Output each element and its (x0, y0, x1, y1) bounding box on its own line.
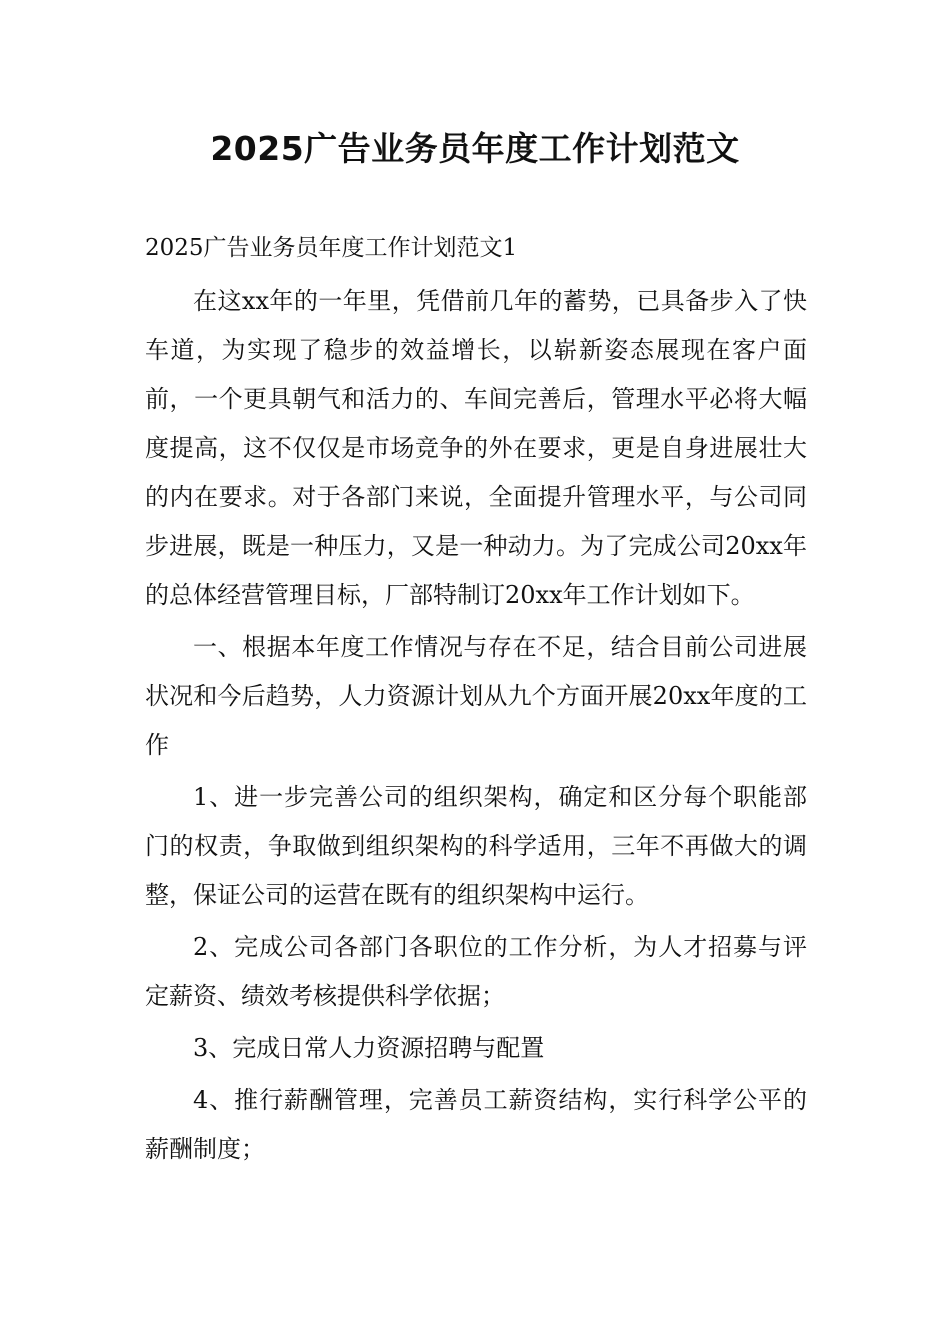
document-subtitle: 2025广告业务员年度工作计划范文1 (145, 235, 518, 261)
document-body (145, 277, 807, 1177)
paragraph-item-3: 3、完成日常人力资源招聘与配置 (193, 1034, 545, 1062)
paragraph-section-one: 一、根据本年度工作情况与存在不足，结合目前公司进展状况和今后趋势，人力资源计划从九个方面开展20xx年度的工作 (145, 633, 807, 759)
document-title: 2025广告业务员年度工作计划范文 (210, 129, 740, 168)
paragraph-item-1: 1、进一步完善公司的组织架构，确定和区分每个职能部门的权责，争取做到组织架构的科学适用，三年不再做大的调整，保证公司的运营在既有的组织架构中运行。 (145, 783, 807, 909)
paragraph-intro: 在这xx年的一年里，凭借前几年的蓄势，已具备步入了快车道，为实现了稳步的效益增长，以崭新姿态展现在客户面前，一个更具朝气和活力的、车间完善后，管理水平必将大幅度提高，这不仅仅是市场竞争的外在要求，更是自身进展壮大的内在要求。对于各部门来说，全面提升管理水平，与公司同步进展，既是一种压力，又是一种动力。为了完成公司20xx年的总体经营管理目标，厂部特制订20xx年工作计划如下。 (145, 287, 807, 609)
paragraph-item-2: 2、完成公司各部门各职位的工作分析，为人才招募与评定薪资、绩效考核提供科学依据； (145, 933, 807, 1010)
paragraph-item-4: 4、推行薪酬管理，完善员工薪资结构，实行科学公平的薪酬制度； (145, 1086, 807, 1163)
